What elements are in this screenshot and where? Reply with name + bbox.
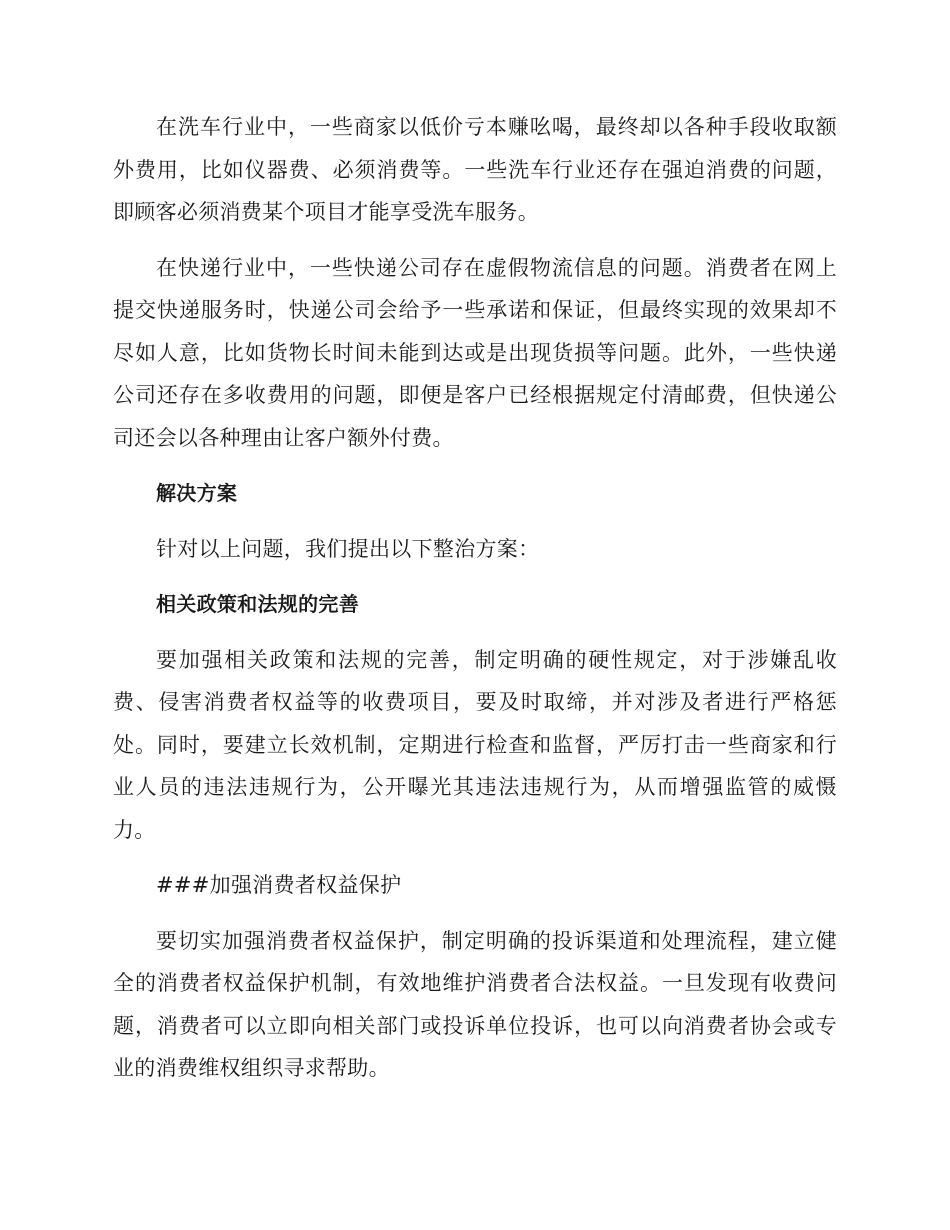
paragraph-consumer-protection: 要切实加强消费者权益保护，制定明确的投诉渠道和处理流程，建立健全的消费者权益保护机制，有效地维护消费者合法权益。一旦发现有收费问题，消费者可以立即向相关部门或投诉单位投诉，也可以向消费者协会或专业的消费维权组织寻求帮助。 (113, 928, 837, 1080)
paragraph-express-delivery: 在快递行业中，一些快递公司存在虚假物流信息的问题。消费者在网上提交快递服务时，快递公司会给予一些承诺和保证，但最终实现的效果却不尽如人意，比如货物长时间未能到达或是出现货损等问题。此外，一些快递公司还存在多收费用的问题，即便是客户已经根据规定付清邮费，但快递公司还会以各种理由让客户额外付费。 (113, 255, 837, 450)
heading-solutions: 解决方案 (156, 481, 238, 505)
paragraph-policy-improvement: 要加强相关政策和法规的完善，制定明确的硬性规定，对于涉嫌乱收费、侵害消费者权益等的收费项目，要及时取缔，并对涉及者进行严格惩处。同时，要建立长效机制，定期进行检查和监督，严厉打击一些商家和行业人员的违法违规行为，公开曝光其违法违规行为，从而增强监管的威慑力。 (113, 647, 837, 842)
subheading-consumer-protection: ###加强消费者权益保护 (156, 873, 402, 897)
paragraph-car-wash: 在洗车行业中，一些商家以低价亏本赚吆喝，最终却以各种手段收取额外费用，比如仪器费、必须消费等。一些洗车行业还存在强迫消费的问题，即顾客必须消费某个项目才能享受洗车服务。 (113, 115, 837, 224)
document-body (113, 106, 837, 1103)
heading-policy-improvement: 相关政策和法规的完善 (156, 592, 359, 616)
paragraph-solutions-intro: 针对以上问题，我们提出以下整治方案： (156, 536, 540, 561)
